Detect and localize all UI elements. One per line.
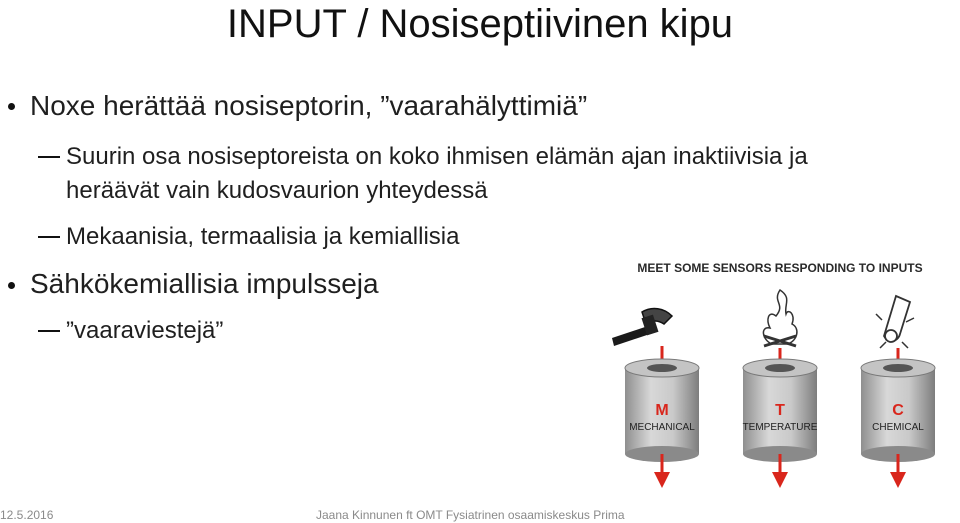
figure-heading: MEET SOME SENSORS RESPONDING TO INPUTS — [637, 261, 923, 275]
sensor-mechanical — [612, 309, 699, 488]
sub-bullet-dash — [38, 330, 60, 332]
sensor-letter: M — [655, 402, 669, 419]
slide-title: INPUT / Nosiseptiivinen kipu — [226, 2, 734, 46]
bullet-item: Noxe herättää nosiseptorin, ”vaarahälyttimiä” — [30, 90, 588, 121]
sub-bullet-dash — [38, 236, 60, 238]
footer-author: Jaana Kinnunen ft OMT Fysiatrinen osaamiskeskus Prima — [316, 508, 625, 522]
sub-bullet-item: Suurin osa nosiseptoreista on koko ihmisen elämän ajan inaktiivisia ja — [66, 143, 808, 170]
sub-bullet-dash — [38, 156, 60, 158]
sensor-label: MECHANICAL — [629, 422, 695, 433]
sensor-temperature — [743, 290, 818, 488]
sensor-label: TEMPERATURE — [742, 422, 818, 433]
sensor-label: CHEMICAL — [872, 422, 924, 433]
footer-date: 12.5.2016 — [0, 508, 54, 522]
hammer-icon — [612, 309, 672, 346]
sensor-letter: T — [775, 402, 785, 419]
sub-bullet-continuation: heräävät vain kudosvaurion yhteydessä — [66, 177, 488, 204]
sub-bullet-item: Mekaanisia, termaalisia ja kemiallisia — [66, 223, 460, 250]
sensor-letter: C — [892, 402, 904, 419]
bullet-dot — [8, 103, 15, 110]
sensors-figure — [600, 250, 960, 495]
bullet-item: Sähkökemiallisia impulsseja — [30, 268, 379, 299]
sensor-chemical — [861, 296, 935, 488]
sub-bullet-item: ”vaaraviestejä” — [66, 317, 224, 344]
flask-icon — [876, 296, 914, 348]
fire-icon — [763, 290, 797, 346]
bullet-dot — [8, 282, 15, 289]
